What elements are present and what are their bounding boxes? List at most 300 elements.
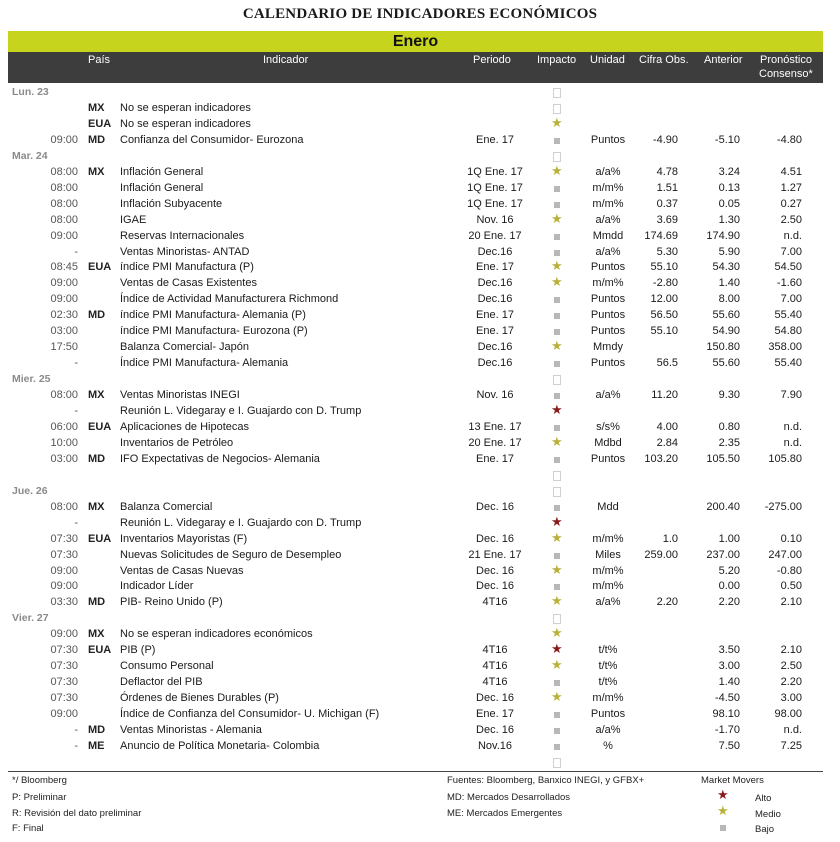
cell-indicator: IFO Expectativas de Negocios- Alemania bbox=[120, 452, 320, 465]
cell-actual: 5.30 bbox=[656, 245, 678, 258]
cell-indicator: IGAE bbox=[120, 213, 147, 226]
cell-indicator: Confianza del Consumidor- Eurozona bbox=[120, 133, 304, 146]
cell-time: 17:50 bbox=[50, 341, 78, 354]
cell-period: Ene. 17 bbox=[476, 325, 514, 338]
cell-forecast: n.d. bbox=[783, 436, 802, 449]
impact-empty-cell-icon bbox=[552, 758, 562, 768]
header-cifra: Cifra Obs. bbox=[639, 54, 689, 66]
cell-time: 09:00 bbox=[50, 628, 78, 641]
impact-medium-star-icon: ★ bbox=[551, 657, 563, 673]
cell-previous: 1.30 bbox=[718, 213, 740, 226]
cell-indicator: Ventas de Casas Nuevas bbox=[120, 564, 244, 577]
cell-period: Dec. 16 bbox=[476, 564, 514, 577]
footnote-md: MD: Mercados Desarrollados bbox=[447, 792, 571, 803]
cell-previous: -1.70 bbox=[714, 724, 740, 736]
impact-medium-star-icon: ★ bbox=[551, 593, 563, 609]
impact-empty-cell-icon bbox=[552, 487, 562, 497]
cell-country: MX bbox=[88, 101, 105, 114]
table-header bbox=[8, 52, 823, 83]
cell-previous: -4.50 bbox=[714, 692, 740, 705]
cell-unit: m/m% bbox=[592, 197, 624, 210]
impact-medium-star-icon: ★ bbox=[551, 210, 563, 226]
cell-period: Dec. 16 bbox=[476, 724, 514, 736]
cell-period: Nov.16 bbox=[477, 739, 513, 752]
impact-medium-star-icon: ★ bbox=[551, 338, 563, 354]
cell-previous: 0.80 bbox=[718, 420, 740, 433]
cell-period: 1Q Ene. 17 bbox=[467, 165, 523, 178]
cell-unit: a/a% bbox=[595, 245, 621, 258]
cell-country: EUA bbox=[88, 261, 112, 274]
cell-previous: 0.05 bbox=[718, 197, 740, 210]
cell-unit: t/t% bbox=[598, 660, 618, 673]
cell-previous: 54.30 bbox=[712, 261, 740, 274]
cell-country: MD bbox=[88, 596, 106, 609]
cell-time: 08:45 bbox=[50, 261, 78, 274]
impact-low-square-icon bbox=[552, 200, 562, 210]
cell-time: 02:30 bbox=[50, 309, 78, 322]
header-pronostico: Pronóstico bbox=[760, 54, 812, 66]
cell-forecast: 0.27 bbox=[780, 197, 802, 210]
cell-actual: 103.20 bbox=[644, 452, 678, 465]
impact-medium-star-icon: ★ bbox=[551, 529, 563, 545]
cell-time: 09:00 bbox=[50, 229, 78, 242]
cell-previous: 98.10 bbox=[712, 708, 740, 721]
cell-previous: 7.50 bbox=[718, 739, 740, 752]
cell-actual: 2.20 bbox=[656, 596, 678, 609]
cell-forecast: 55.40 bbox=[774, 309, 802, 322]
cell-time: 08:00 bbox=[50, 500, 78, 513]
impact-low-square-icon bbox=[552, 503, 562, 513]
cell-indicator: Índice de Confianza del Consumidor- U. Michigan (F) bbox=[120, 708, 380, 721]
cell-time: 03:00 bbox=[50, 325, 78, 338]
cell-unit: Puntos bbox=[590, 708, 626, 721]
cell-unit: t/t% bbox=[598, 676, 618, 689]
cell-actual: 56.50 bbox=[650, 309, 678, 322]
cell-country: MX bbox=[88, 628, 105, 641]
footnote-fuentes: Fuentes: Bloomberg, Banxico INEGI, y GFBX+ bbox=[447, 775, 645, 786]
cell-unit: m/m% bbox=[592, 277, 624, 290]
impact-low-square-icon bbox=[552, 327, 562, 337]
cell-forecast: 358.00 bbox=[768, 341, 802, 354]
cell-indicator: Reunión L. Videgaray e I. Guajardo con D. Trump bbox=[120, 405, 362, 417]
cell-forecast: 7.25 bbox=[780, 739, 802, 752]
legend-title: Market Movers bbox=[701, 775, 764, 786]
impact-low-square-icon bbox=[552, 423, 562, 433]
cell-country: ME bbox=[88, 739, 105, 752]
cell-previous: 1.00 bbox=[718, 532, 740, 545]
cell-indicator: No se esperan indicadores bbox=[120, 117, 251, 130]
cell-day: Vier. 27 bbox=[12, 612, 49, 625]
cell-forecast: 247.00 bbox=[768, 548, 802, 561]
cell-time: 09:00 bbox=[50, 293, 78, 306]
cell-time: 03:30 bbox=[50, 596, 78, 609]
footnote-preliminar: P: Preliminar bbox=[12, 792, 67, 803]
cell-forecast: 2.10 bbox=[780, 596, 802, 609]
impact-low-square-icon bbox=[552, 582, 562, 592]
cell-unit: s/s% bbox=[596, 420, 620, 433]
cell-previous: 55.60 bbox=[712, 309, 740, 322]
impact-low-square-icon bbox=[552, 184, 562, 194]
cell-previous: 0.13 bbox=[718, 181, 740, 194]
impact-medium-star-icon: ★ bbox=[551, 689, 563, 705]
cell-period: 4T16 bbox=[482, 660, 508, 673]
cell-country: MD bbox=[88, 724, 106, 736]
cell-country: EUA bbox=[88, 532, 112, 545]
impact-medium-star-icon: ★ bbox=[551, 274, 563, 290]
cell-time: - bbox=[74, 516, 78, 529]
impact-high-star-icon: ★ bbox=[551, 513, 563, 529]
cell-time: 08:00 bbox=[50, 213, 78, 226]
cell-forecast: 3.00 bbox=[780, 692, 802, 705]
cell-period: 13 Ene. 17 bbox=[468, 420, 522, 433]
impact-medium-star-icon: ★ bbox=[551, 561, 563, 577]
page-title: CALENDARIO DE INDICADORES ECONÓMICOS bbox=[242, 6, 598, 22]
legend-star-high-icon: ★ bbox=[717, 787, 729, 802]
cell-actual: 11.20 bbox=[651, 389, 678, 402]
cell-indicator: Reservas Internacionales bbox=[120, 229, 245, 242]
impact-low-square-icon bbox=[552, 232, 562, 242]
cell-unit: m/m% bbox=[592, 532, 624, 545]
cell-actual: 259.00 bbox=[644, 548, 678, 561]
cell-time: 06:00 bbox=[50, 420, 78, 433]
cell-time: 07:30 bbox=[50, 692, 78, 705]
cell-previous: 1.40 bbox=[718, 277, 740, 290]
footnote-final: F: Final bbox=[12, 823, 44, 834]
cell-day: Jue. 26 bbox=[12, 484, 48, 497]
cell-forecast: 105.80 bbox=[768, 452, 802, 465]
cell-time: 08:00 bbox=[50, 165, 78, 178]
cell-previous: 3.50 bbox=[718, 644, 740, 657]
cell-forecast: 1.27 bbox=[780, 181, 802, 194]
cell-country: MD bbox=[88, 133, 106, 146]
cell-unit: m/m% bbox=[592, 580, 624, 593]
cell-period: Dec. 16 bbox=[476, 580, 514, 593]
cell-period: 4T16 bbox=[482, 644, 508, 657]
cell-indicator: índice PMI Manufactura- Alemania (P) bbox=[120, 309, 306, 322]
cell-time: 09:00 bbox=[50, 277, 78, 290]
cell-indicator: PIB (P) bbox=[120, 644, 156, 657]
impact-low-square-icon bbox=[552, 391, 562, 401]
cell-forecast: 54.50 bbox=[774, 261, 802, 274]
impact-low-square-icon bbox=[552, 551, 562, 561]
cell-indicator: Inflación General bbox=[120, 165, 204, 178]
cell-country: MD bbox=[88, 309, 106, 322]
cell-period: Dec.16 bbox=[477, 293, 513, 306]
cell-previous: 55.60 bbox=[712, 357, 740, 370]
cell-unit: Puntos bbox=[590, 309, 626, 322]
cell-time: - bbox=[74, 357, 78, 370]
cell-day: Lun. 23 bbox=[12, 86, 49, 98]
cell-unit: Puntos bbox=[590, 293, 626, 306]
cell-time: 09:00 bbox=[50, 133, 78, 146]
cell-forecast: 7.00 bbox=[780, 293, 802, 306]
impact-medium-star-icon: ★ bbox=[551, 258, 563, 274]
cell-time: 08:00 bbox=[50, 181, 78, 194]
cell-indicator: Reunión L. Videgaray e I. Guajardo con D. Trump bbox=[120, 516, 362, 529]
cell-previous: 5.90 bbox=[718, 245, 740, 258]
cell-previous: 0.00 bbox=[718, 580, 740, 593]
cell-indicator: Índice PMI Manufactura- Alemania bbox=[120, 357, 289, 370]
cell-period: Ene. 17 bbox=[476, 452, 514, 465]
cell-period: Nov. 16 bbox=[476, 389, 514, 402]
impact-medium-star-icon: ★ bbox=[551, 114, 563, 130]
cell-forecast: 2.50 bbox=[780, 213, 802, 226]
cell-period: Dec. 16 bbox=[476, 532, 514, 545]
cell-period: Ene. 17 bbox=[476, 133, 514, 146]
cell-indicator: PIB- Reino Unido (P) bbox=[120, 596, 223, 609]
cell-period: Ene. 17 bbox=[476, 309, 514, 322]
cell-previous: -5.10 bbox=[714, 133, 740, 146]
cell-country: MX bbox=[88, 165, 105, 178]
cell-previous: 1.40 bbox=[718, 676, 740, 689]
legend-square-low-icon bbox=[718, 823, 728, 833]
header-impacto: Impacto bbox=[537, 54, 577, 66]
cell-forecast: 0.10 bbox=[780, 532, 802, 545]
impact-empty-cell-icon bbox=[552, 152, 562, 162]
cell-indicator: Balanza Comercial- Japón bbox=[120, 341, 250, 354]
cell-country: MX bbox=[88, 389, 105, 402]
cell-indicator: índice PMI Manufactura- Eurozona (P) bbox=[120, 325, 308, 338]
cell-period: Ene. 17 bbox=[476, 261, 514, 274]
impact-low-square-icon bbox=[552, 726, 562, 736]
cell-previous: 9.30 bbox=[718, 389, 740, 402]
cell-actual: 0.37 bbox=[656, 197, 678, 210]
cell-previous: 54.90 bbox=[712, 325, 740, 338]
cell-unit: Miles bbox=[595, 548, 621, 561]
cell-day: Mier. 25 bbox=[12, 373, 51, 386]
cell-indicator: Consumo Personal bbox=[120, 660, 214, 673]
cell-time: 09:00 bbox=[50, 708, 78, 721]
cell-actual: 3.69 bbox=[656, 213, 678, 226]
cell-indicator: Índice de Actividad Manufacturera Richmond bbox=[120, 293, 339, 306]
cell-unit: Puntos bbox=[590, 133, 626, 146]
cell-period: Dec.16 bbox=[477, 357, 513, 370]
cell-period: Dec.16 bbox=[477, 277, 513, 290]
cell-forecast: 55.40 bbox=[774, 357, 802, 370]
cell-actual: 2.84 bbox=[656, 436, 678, 449]
cell-period: Dec.16 bbox=[477, 245, 513, 258]
cell-indicator: Órdenes de Bienes Durables (P) bbox=[120, 692, 279, 705]
header-indicador: Indicador bbox=[263, 54, 309, 66]
cell-indicator: Ventas Minoristas INEGI bbox=[120, 389, 240, 402]
cell-indicator: Nuevas Solicitudes de Seguro de Desempleo bbox=[120, 548, 342, 561]
header-anterior: Anterior bbox=[704, 54, 743, 66]
impact-low-square-icon bbox=[552, 455, 562, 465]
cell-actual: -4.90 bbox=[652, 133, 678, 146]
cell-indicator: Inventarios Mayoristas (F) bbox=[120, 532, 248, 545]
cell-unit: t/t% bbox=[598, 644, 618, 657]
cell-time: - bbox=[74, 724, 78, 736]
cell-period: Nov. 16 bbox=[476, 213, 514, 226]
cell-unit: m/m% bbox=[592, 692, 624, 705]
impact-medium-star-icon: ★ bbox=[551, 433, 563, 449]
cell-actual: 56.5 bbox=[656, 357, 678, 370]
cell-unit: a/a% bbox=[595, 165, 621, 178]
cell-forecast: -0.80 bbox=[776, 564, 802, 577]
cell-time: 09:00 bbox=[50, 580, 78, 593]
impact-medium-star-icon: ★ bbox=[551, 162, 563, 178]
cell-time: - bbox=[74, 405, 78, 417]
cell-forecast: -1.60 bbox=[776, 277, 802, 290]
cell-period: 1Q Ene. 17 bbox=[467, 197, 523, 210]
impact-empty-cell-icon bbox=[552, 104, 562, 114]
cell-actual: 4.78 bbox=[656, 165, 678, 178]
cell-forecast: 98.00 bbox=[774, 708, 802, 721]
cell-forecast: -4.80 bbox=[776, 133, 802, 146]
cell-period: Dec. 16 bbox=[476, 500, 514, 513]
cell-previous: 105.50 bbox=[706, 452, 740, 465]
cell-indicator: Balanza Comercial bbox=[120, 500, 213, 513]
cell-period: 20 Ene. 17 bbox=[468, 229, 522, 242]
cell-time: - bbox=[74, 245, 78, 258]
cell-unit: % bbox=[603, 739, 613, 752]
cell-unit: Mdd bbox=[597, 500, 619, 513]
legend-star-medium-icon: ★ bbox=[717, 803, 729, 818]
cell-previous: 237.00 bbox=[706, 548, 740, 561]
cell-forecast: n.d. bbox=[783, 229, 802, 242]
cell-time: 08:00 bbox=[50, 197, 78, 210]
cell-actual: 1.0 bbox=[662, 532, 678, 545]
cell-unit: a/a% bbox=[595, 724, 621, 736]
cell-previous: 200.40 bbox=[706, 500, 740, 513]
cell-country: EUA bbox=[88, 420, 112, 433]
cell-previous: 2.20 bbox=[718, 596, 740, 609]
legend-bajo: Bajo bbox=[755, 824, 775, 835]
impact-low-square-icon bbox=[552, 710, 562, 720]
cell-actual: 12.00 bbox=[650, 293, 678, 306]
cell-unit: m/m% bbox=[592, 564, 624, 577]
cell-time: 09:00 bbox=[50, 564, 78, 577]
cell-indicator: Ventas de Casas Existentes bbox=[120, 277, 257, 290]
header-periodo: Periodo bbox=[473, 54, 511, 66]
cell-time: 07:30 bbox=[50, 660, 78, 673]
impact-high-star-icon: ★ bbox=[551, 641, 563, 657]
impact-low-square-icon bbox=[552, 248, 562, 258]
cell-previous: 3.00 bbox=[718, 660, 740, 673]
cell-previous: 150.80 bbox=[706, 341, 740, 354]
month-banner: Enero bbox=[8, 31, 823, 52]
header-pais: País bbox=[88, 54, 111, 66]
cell-unit: Mmdy bbox=[593, 341, 623, 354]
impact-empty-cell-icon bbox=[552, 375, 562, 385]
cell-period: Ene. 17 bbox=[476, 708, 514, 721]
cell-period: Dec.16 bbox=[477, 341, 513, 354]
cell-time: - bbox=[74, 739, 78, 752]
cell-indicator: índice PMI Manufactura (P) bbox=[120, 261, 254, 274]
cell-actual: 55.10 bbox=[650, 261, 678, 274]
cell-unit: m/m% bbox=[592, 181, 624, 194]
cell-forecast: 7.00 bbox=[780, 245, 802, 258]
cell-actual: 55.10 bbox=[650, 325, 678, 338]
cell-country: EUA bbox=[88, 644, 112, 657]
cell-previous: 174.90 bbox=[706, 229, 740, 242]
cell-indicator: Ventas Minoristas - Alemania bbox=[120, 724, 262, 736]
cell-indicator: Indicador Líder bbox=[120, 580, 194, 593]
cell-actual: 174.69 bbox=[644, 229, 678, 242]
cell-unit: a/a% bbox=[595, 596, 621, 609]
cell-forecast: n.d. bbox=[783, 420, 802, 433]
cell-period: 21 Ene. 17 bbox=[468, 548, 522, 561]
cell-forecast: 2.10 bbox=[780, 644, 802, 657]
cell-forecast: 4.51 bbox=[780, 165, 802, 178]
footnote-bloomberg: */ Bloomberg bbox=[12, 775, 67, 786]
cell-indicator: Anuncio de Política Monetaria- Colombia bbox=[120, 739, 320, 752]
cell-unit: Puntos bbox=[590, 261, 626, 274]
cell-indicator: No se esperan indicadores económicos bbox=[120, 628, 313, 641]
impact-empty-cell-icon bbox=[552, 614, 562, 624]
cell-time: 10:00 bbox=[50, 436, 78, 449]
cell-period: 20 Ene. 17 bbox=[468, 436, 522, 449]
cell-indicator: Ventas Minoristas- ANTAD bbox=[120, 245, 250, 258]
cell-actual: 4.00 bbox=[656, 420, 678, 433]
impact-low-square-icon bbox=[552, 311, 562, 321]
cell-time: 07:30 bbox=[50, 532, 78, 545]
cell-unit: a/a% bbox=[595, 389, 621, 402]
cell-unit: Mmdd bbox=[592, 229, 624, 242]
cell-indicator: Inflación Subyacente bbox=[120, 197, 223, 210]
cell-previous: 8.00 bbox=[718, 293, 740, 306]
impact-empty-cell-icon bbox=[552, 471, 562, 481]
cell-unit: Puntos bbox=[590, 452, 626, 465]
impact-high-star-icon: ★ bbox=[551, 402, 563, 417]
cell-indicator: No se esperan indicadores bbox=[120, 101, 251, 114]
cell-time: 07:30 bbox=[50, 644, 78, 657]
cell-forecast: 0.50 bbox=[780, 580, 802, 593]
cell-time: 08:00 bbox=[50, 389, 78, 402]
cell-indicator: Inventarios de Petróleo bbox=[120, 436, 234, 449]
cell-time: 07:30 bbox=[50, 548, 78, 561]
impact-low-square-icon bbox=[552, 359, 562, 369]
header-consenso: Consenso* bbox=[759, 68, 813, 80]
cell-indicator: Deflactor del PIB bbox=[120, 676, 203, 689]
cell-country: MX bbox=[88, 500, 105, 513]
cell-forecast: 7.90 bbox=[780, 389, 802, 402]
cell-country: EUA bbox=[88, 117, 112, 130]
cell-forecast: 54.80 bbox=[774, 325, 802, 338]
cell-unit: a/a% bbox=[595, 213, 621, 226]
cell-previous: 5.20 bbox=[718, 564, 740, 577]
cell-day: Mar. 24 bbox=[12, 149, 48, 162]
impact-low-square-icon bbox=[552, 678, 562, 688]
cell-time: 07:30 bbox=[50, 676, 78, 689]
impact-low-square-icon bbox=[552, 136, 562, 146]
cell-country: MD bbox=[88, 452, 106, 465]
cell-actual: 1.51 bbox=[656, 181, 678, 194]
legend-medio: Medio bbox=[755, 809, 781, 820]
cell-unit: Puntos bbox=[590, 325, 626, 338]
footer-divider bbox=[8, 771, 823, 772]
cell-period: 4T16 bbox=[482, 596, 508, 609]
cell-period: 4T16 bbox=[482, 676, 508, 689]
impact-empty-cell-icon bbox=[552, 88, 562, 98]
cell-unit: Puntos bbox=[590, 357, 626, 370]
cell-previous: 2.35 bbox=[718, 436, 740, 449]
cell-forecast: n.d. bbox=[783, 724, 802, 736]
cell-previous: 3.24 bbox=[718, 165, 740, 178]
footnote-me: ME: Mercados Emergentes bbox=[447, 808, 563, 819]
cell-forecast: 2.20 bbox=[780, 676, 802, 689]
cell-actual: -2.80 bbox=[652, 277, 678, 290]
cell-period: Dec. 16 bbox=[476, 692, 514, 705]
cell-period: 1Q Ene. 17 bbox=[467, 181, 523, 194]
header-unidad: Unidad bbox=[590, 54, 625, 66]
cell-time: 03:00 bbox=[50, 452, 78, 465]
legend-alto: Alto bbox=[755, 793, 772, 804]
cell-indicator: Aplicaciones de Hipotecas bbox=[120, 420, 250, 433]
cell-forecast: -275.00 bbox=[764, 500, 802, 513]
cell-indicator: Inflación General bbox=[120, 181, 204, 194]
impact-medium-star-icon: ★ bbox=[551, 625, 563, 641]
